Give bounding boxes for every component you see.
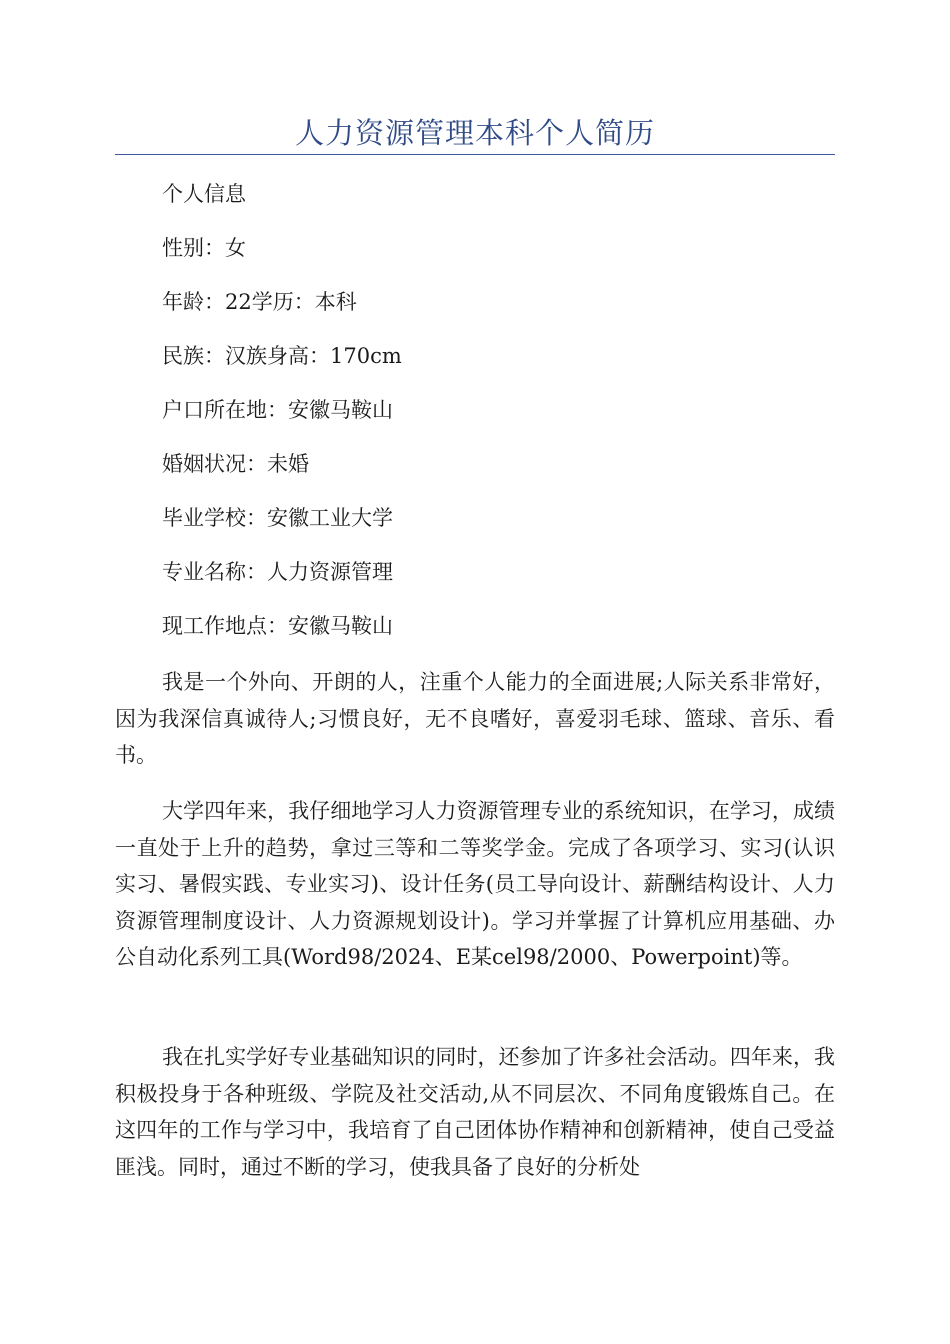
info-workplace: 现工作地点：安徽马鞍山 <box>162 614 393 638</box>
info-ethnicity-height: 民族：汉族身高：170cm <box>162 344 402 368</box>
info-marital-status: 婚姻状况：未婚 <box>162 452 309 476</box>
info-hukou: 户口所在地：安徽马鞍山 <box>162 398 393 422</box>
section-heading-personal-info: 个人信息 <box>162 182 246 206</box>
info-major: 专业名称：人力资源管理 <box>162 560 393 584</box>
info-school: 毕业学校：安徽工业大学 <box>162 506 393 530</box>
paragraph-social-activities: 我在扎实学好专业基础知识的同时，还参加了许多社会活动。四年来，我积极投身于各种班级、学院及社交活动,从不同层次、不同角度锻炼自己。在这四年的工作与学习中，我培育了自己团体协作精神和创新精神，使自己受益匪浅。同时，通过不断的学习，使我具备了良好的分析处 <box>115 1045 835 1179</box>
paragraph-self-description: 我是一个外向、开朗的人，注重个人能力的全面进展;人际关系非常好，因为我深信真诚待人;习惯良好，无不良嗜好，喜爱羽毛球、篮球、音乐、看书。 <box>115 670 835 767</box>
info-gender: 性别：女 <box>162 236 246 260</box>
paragraph-study-experience: 大学四年来，我仔细地学习人力资源管理专业的系统知识，在学习，成绩一直处于上升的趋势，拿过三等和二等奖学金。完成了各项学习、实习(认识实习、暑假实践、专业实习)、设计任务(员工导向设计、薪酬结构设计、人力资源管理制度设计、人力资源规划设计)。学习并掌握了计算机应用基础、办公自动化系列工具(Word98/2024、E某cel98/2000、Powerpoint)等。 <box>115 799 835 969</box>
info-age-education: 年龄：22学历：本科 <box>162 290 357 314</box>
document-title: 人力资源管理本科个人简历 <box>294 116 655 150</box>
title-underline <box>115 154 835 155</box>
